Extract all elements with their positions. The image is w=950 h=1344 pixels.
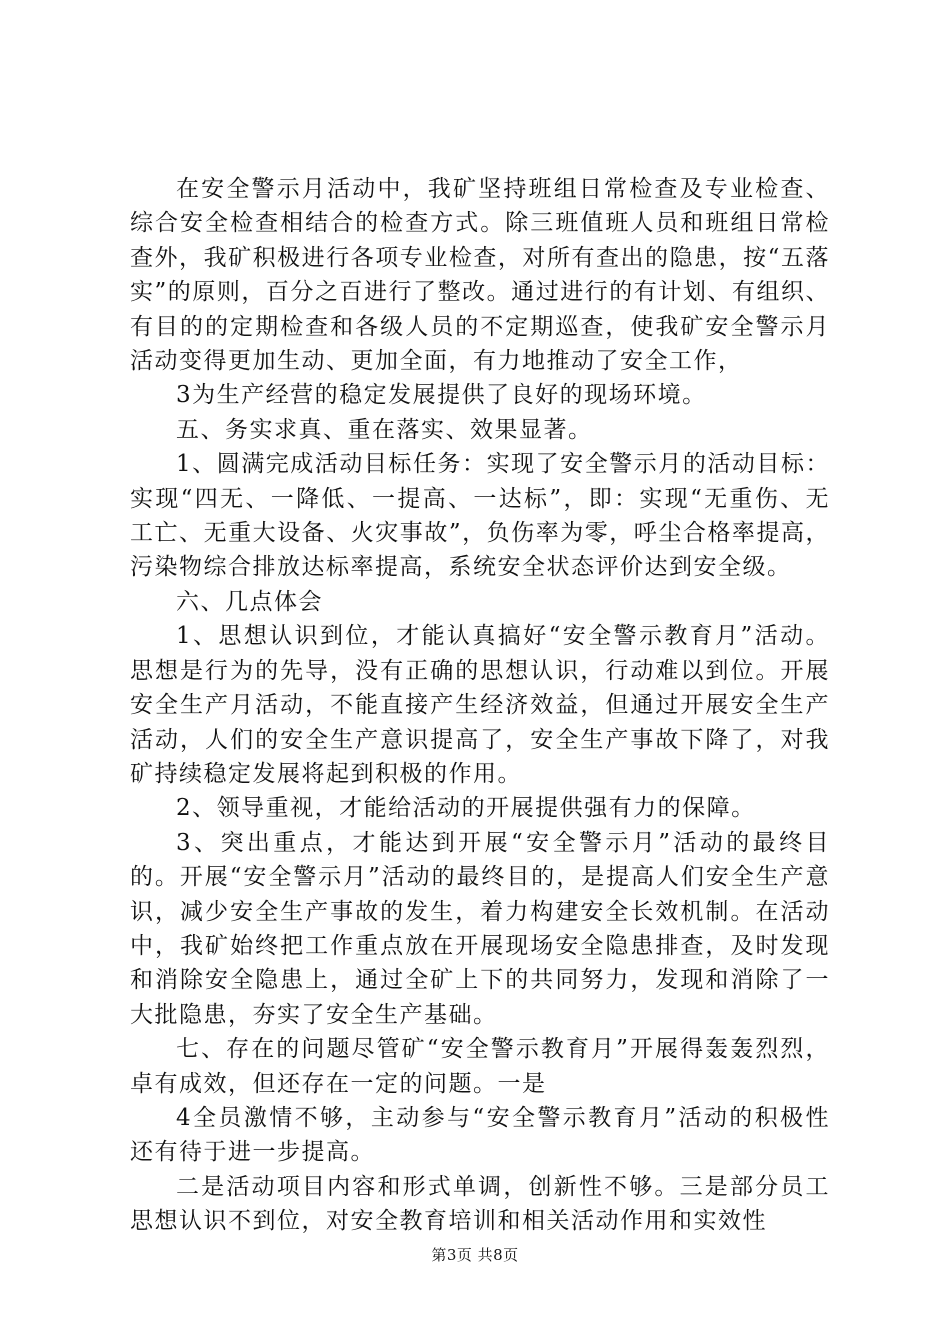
paragraph-problem-1: 4全员激情不够，主动参与“安全警示教育月”活动的积极性还有待于进一步提高。 bbox=[130, 1104, 830, 1166]
heading-section-seven: 七、存在的问题尽管矿“安全警示教育月”开展得轰轰烈烈，卓有成效，但还存在一定的问题。一是 bbox=[130, 1036, 830, 1097]
paragraph-insight-3: 3、突出重点，才能达到开展“安全警示月”活动的最终目的。开展“安全警示月”活动的最终目的，是提高人们安全生产意识，减少安全生产事故的发生，着力构建安全长效机制。在活动中，我矿始终把工作重点放在开展现场安全隐患排查，及时发现和消除安全隐患上，通过全矿上下的共同努力，发现和消除了一大批隐患，夯实了安全生产基础。 bbox=[130, 829, 830, 1028]
paragraph-insight-2: 2、领导重视，才能给活动的开展提供强有力的保障。 bbox=[176, 795, 756, 822]
paragraph-problem-2-3: 二是活动项目内容和形式单调，创新性不够。三是部分员工思想认识不到位，对安全教育培训和相关活动作用和实效性 bbox=[130, 1173, 830, 1235]
heading-section-six: 六、几点体会 bbox=[176, 588, 323, 615]
paragraph-goals: 1、圆满完成活动目标任务：实现了安全警示月的活动目标：实现“四无、一降低、一提高、一达标”，即：实现“无重伤、无工亡、无重大设备、火灾事故”，负伤率为零，呼尘合格率提高，污染物综合排放达标率提高，系统安全状态评价达到安全级。 bbox=[130, 451, 830, 581]
paragraph-environment: 3为生产经营的稳定发展提供了良好的现场环境。 bbox=[176, 382, 707, 409]
heading-section-five: 五、务实求真、重在落实、效果显著。 bbox=[176, 416, 593, 443]
paragraph-inspection: 在安全警示月活动中，我矿坚持班组日常检查及专业检查、综合安全检查相结合的检查方式。除三班值班人员和班组日常检查外，我矿积极进行各项专业检查，对所有查出的隐患，按“五落实”的原则，百分之百进行了整改。通过进行的有计划、有组织、有目的的定期检查和各级人员的不定期巡查，使我矿安全警示月活动变得更加生动、更加全面，有力地推动了安全工作， bbox=[130, 176, 830, 375]
page-number-footer: 第3页 共8页 bbox=[431, 1246, 519, 1264]
paragraph-insight-1: 1、思想认识到位，才能认真搞好“安全警示教育月”活动。思想是行为的先导，没有正确的思想认识，行动难以到位。开展安全生产月活动，不能直接产生经济效益，但通过开展安全生产活动，人们的安全生产意识提高了，安全生产事故下降了，对我矿持续稳定发展将起到积极的作用。 bbox=[130, 623, 830, 787]
document-body bbox=[130, 172, 830, 1239]
